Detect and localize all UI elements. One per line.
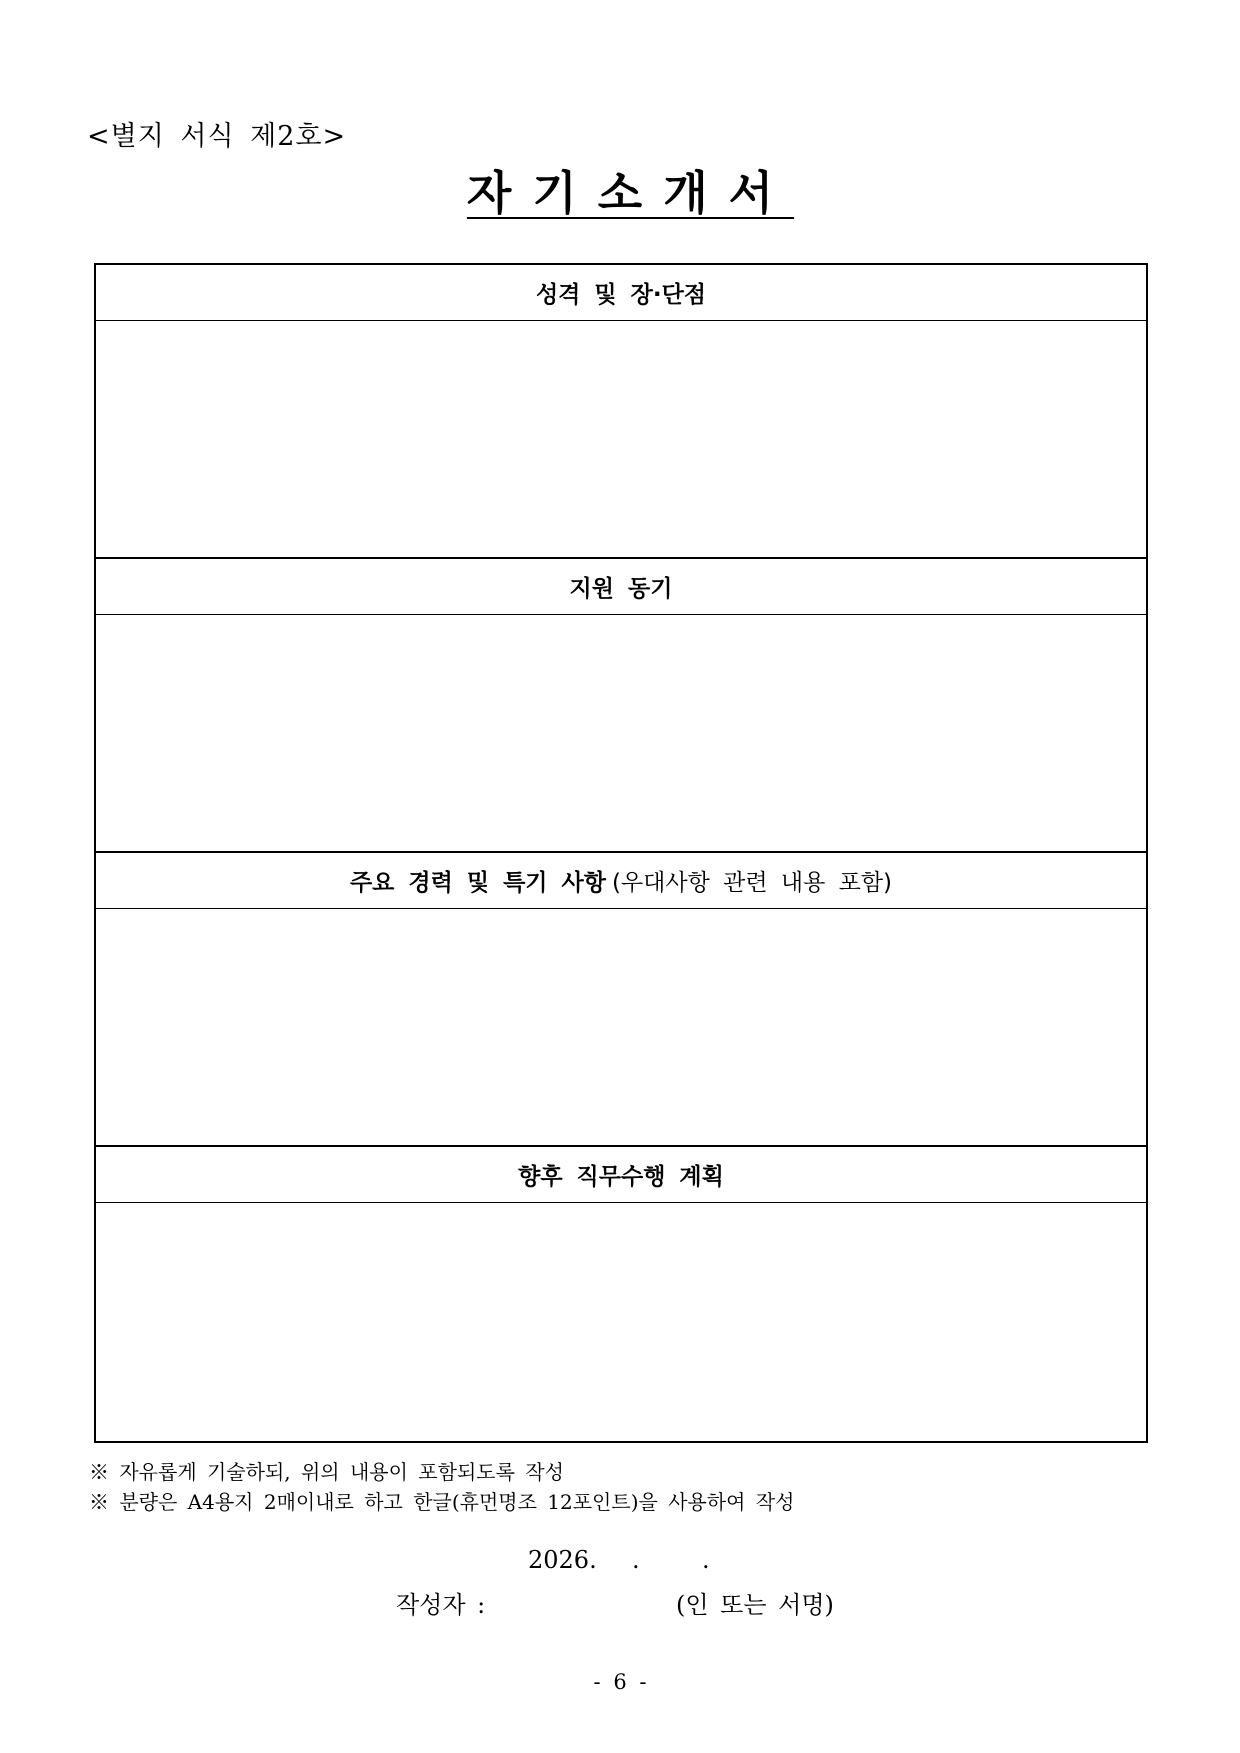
section-heading-note: (우대사항 관련 내용 포함) <box>611 870 893 896</box>
section-body-personality[interactable] <box>96 321 1146 559</box>
note-line: ※ 자유롭게 기술하되, 위의 내용이 포함되도록 작성 <box>89 1460 564 1484</box>
section-heading-plan <box>96 1147 1146 1203</box>
signature-note: (인 또는 서명) <box>676 1591 834 1619</box>
note-line: ※ 분량은 A4용지 2매이내로 하고 한글(휴먼명조 12포인트)을 사용하여 작성 <box>89 1490 795 1514</box>
section-body-career[interactable] <box>96 909 1146 1147</box>
form-label: <별지 서식 제2호> <box>87 121 347 152</box>
section-body-motivation[interactable] <box>96 615 1146 853</box>
writing-notes <box>89 1457 794 1517</box>
date-month-dot: . <box>632 1546 640 1574</box>
date-year: 2026. <box>528 1546 597 1574</box>
page-number: - 6 - <box>593 1670 647 1694</box>
date-day-dot: . <box>702 1546 710 1574</box>
signer-line <box>396 1585 834 1620</box>
section-heading-text: 주요 경력 및 특기 사항 <box>349 870 606 896</box>
document-title-text: 자기소개서 <box>466 166 795 220</box>
section-heading-text: 지원 동기 <box>569 576 673 602</box>
section-heading-personality <box>96 265 1146 321</box>
self-introduction-form <box>94 263 1148 1443</box>
document-title <box>0 163 1240 223</box>
section-heading-career <box>96 853 1146 909</box>
section-heading-text: 향후 직무수행 계획 <box>518 1164 724 1190</box>
section-heading-motivation <box>96 559 1146 615</box>
section-body-plan[interactable] <box>96 1203 1146 1441</box>
signer-label: 작성자 : <box>396 1591 486 1619</box>
section-heading-text: 성격 및 장·단점 <box>535 282 707 308</box>
date-line <box>528 1546 710 1574</box>
